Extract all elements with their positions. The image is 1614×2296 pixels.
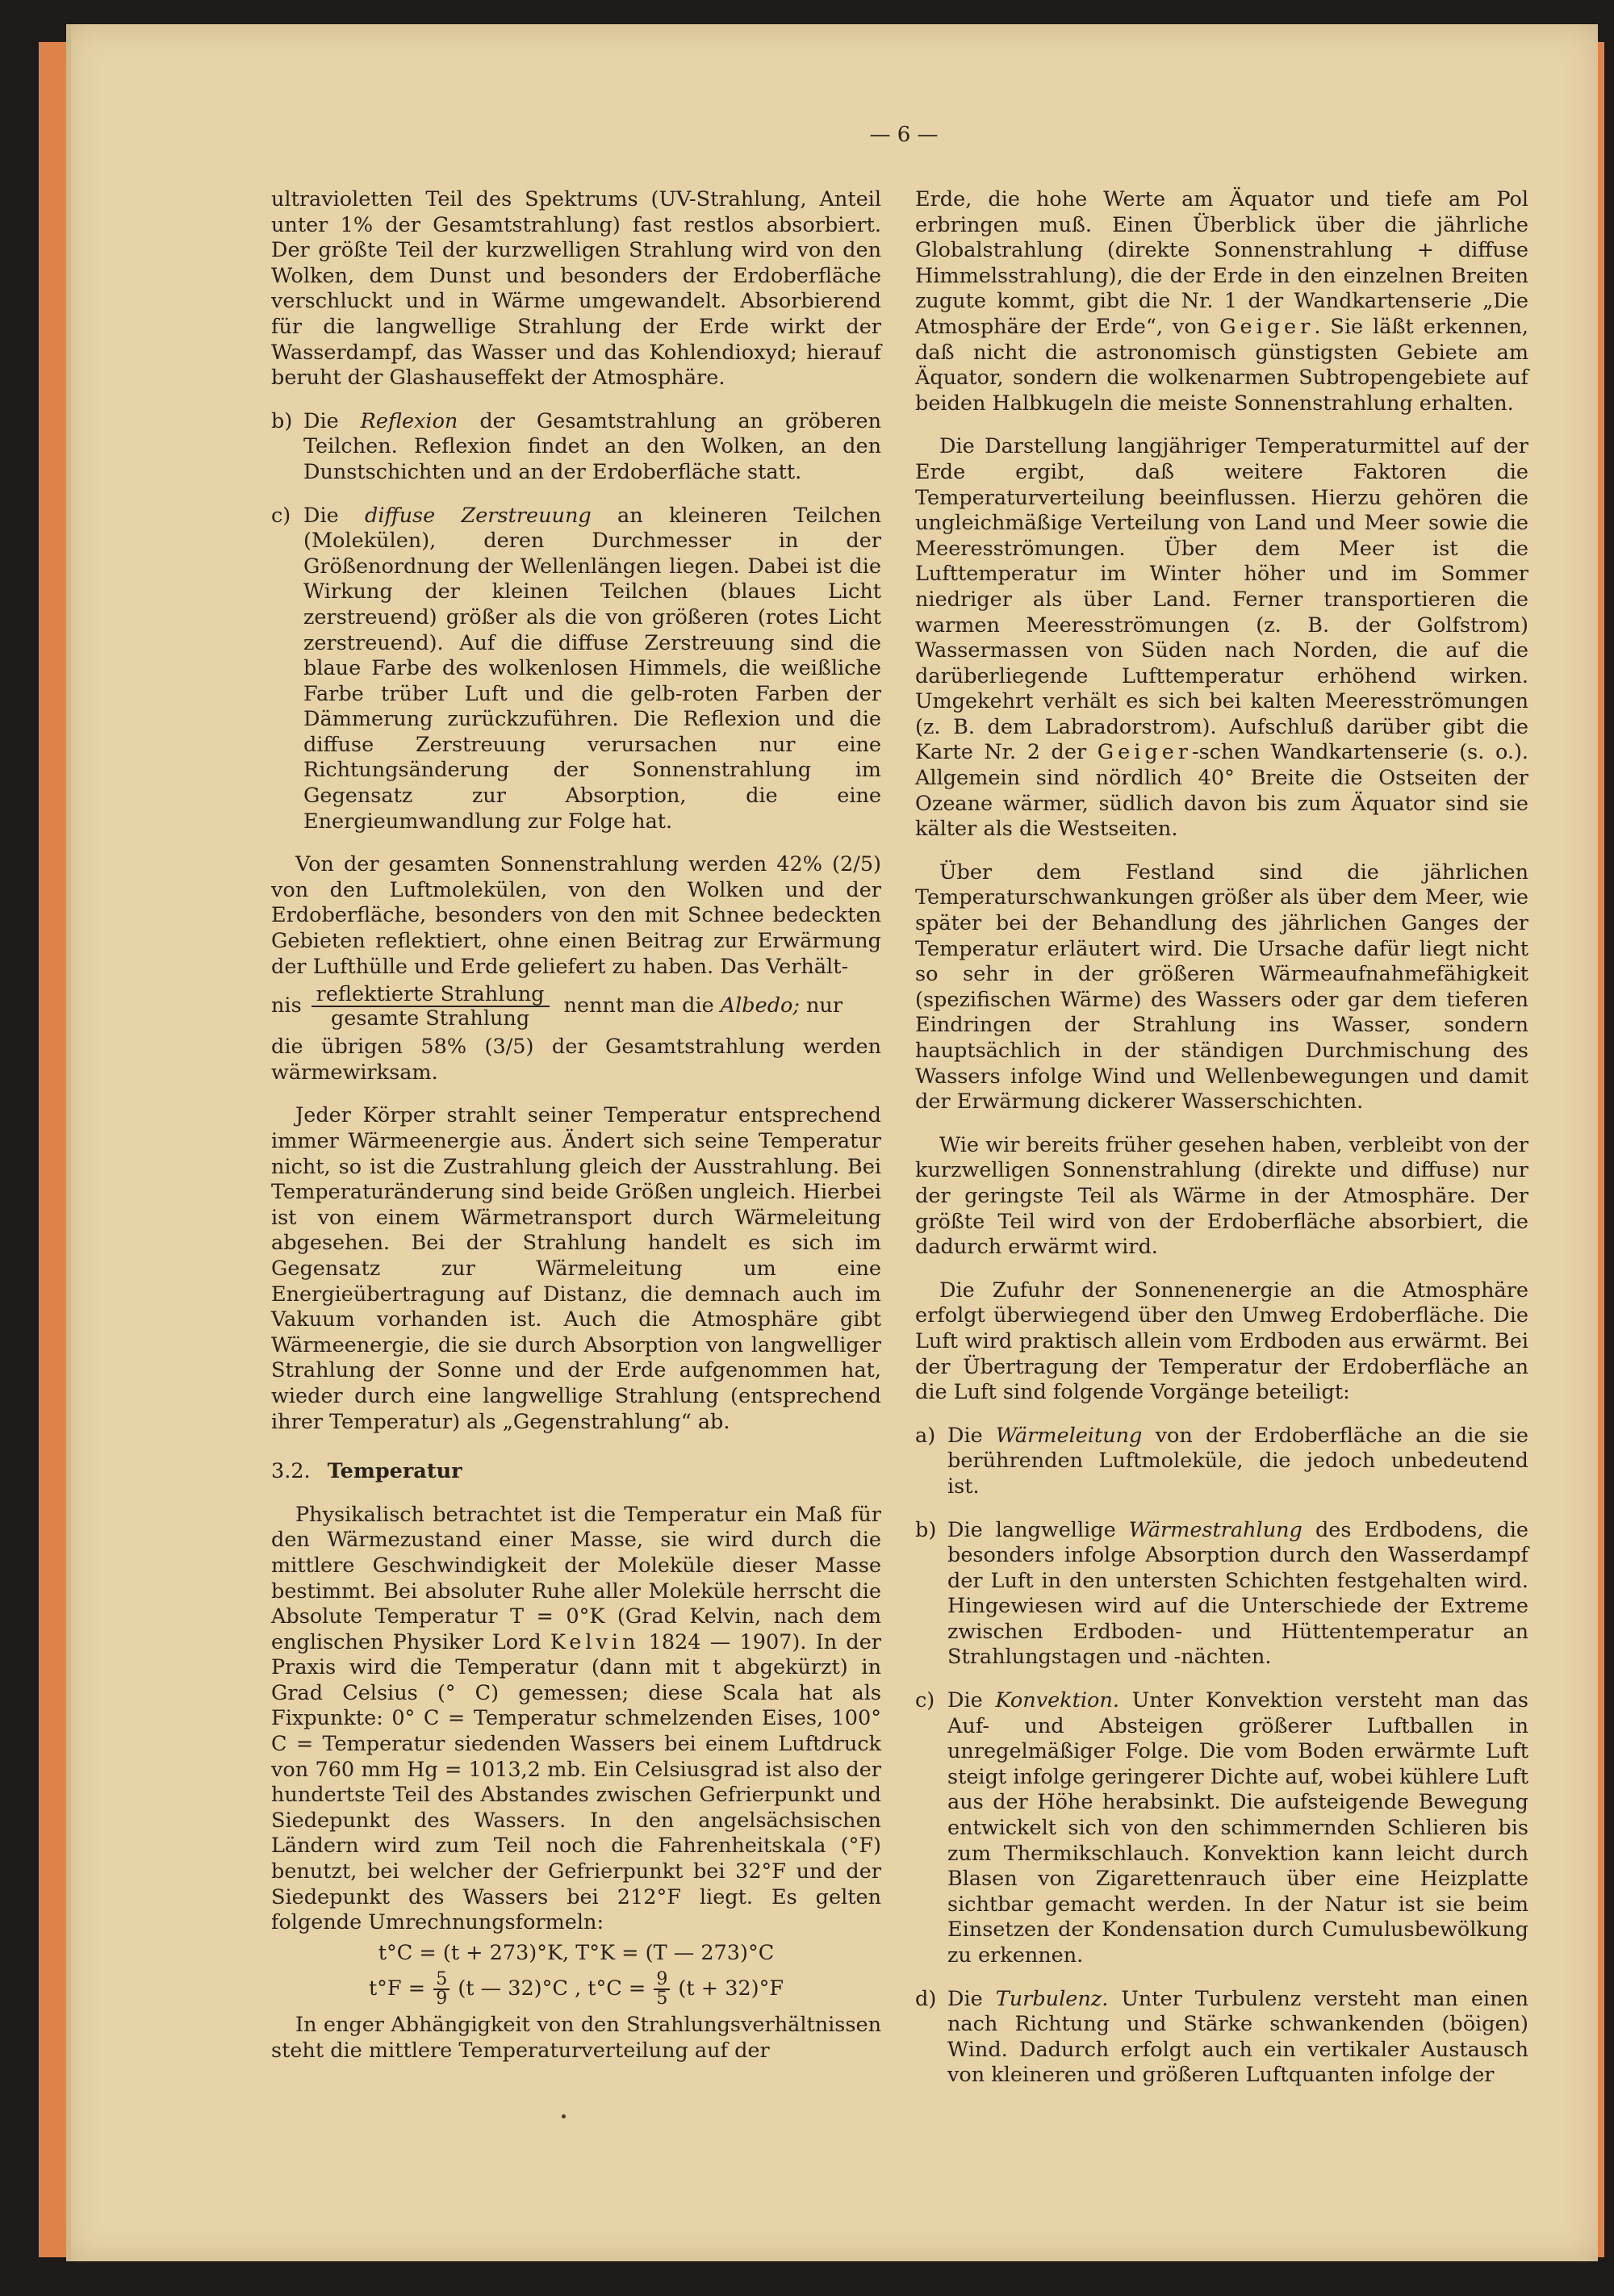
term-konvektion: Konvektion. <box>995 1688 1119 1713</box>
albedo-fraction <box>312 983 550 1030</box>
name-geiger: Geiger <box>1097 740 1192 765</box>
term-turbulenz: Turbulenz. <box>995 1986 1109 2011</box>
item-text: der Gesamtstrahlung an gröberen Teilchen. Reflexion findet an den Wolken, an den Dunstschichten und an der Erdoberfläche statt. <box>303 408 882 484</box>
term-diffuse-zerstreuung: diffuse Zerstreuung <box>365 503 592 528</box>
right-column <box>915 187 1528 2106</box>
list-item-diffuse-zerstreuung <box>271 504 881 835</box>
text-nur: nur <box>805 993 843 1018</box>
list-item-turbulenz <box>915 1987 1528 2089</box>
paragraph-radiation: Jeder Körper strahlt seiner Temperatur entsprechend immer Wärmeenergie aus. Ändert sich seine Temperatur nicht, so ist die Zustrahlung gleich der Ausstrahlung. Bei Temperaturänderung sind beide Größen ungleich. Hierbei ist von einem Wärmetransport durch Wärmeleitung abgesehen. Bei der Strahlung handelt es sich im Gegensatz zur Wärmeleitung um eine Energieübertragung auf Distanz, die demnach auch im Vakuum vorhanden ist. Auch die Atmosphäre gibt Wärmeenergie, die sie durch Absorption von langwelliger Strahlung der Sonne und der Erde aufgenommen hat, wieder durch eine langwellige Strahlung (entsprechend ihrer Temperatur) als „Gegenstrahlung“ ab. <box>271 1103 881 1434</box>
item-text: Unter Turbulenz versteht man einen nach Richtung und Stärke schwankenden (böigen) Wind. Dadurch erfolgt auch ein vertikaler Austausch von kleineren und größeren Luftquanten infolge der <box>947 1986 1529 2088</box>
formula-fahrenheit <box>271 1971 881 2008</box>
text-part: Physikalisch betrachtet ist die Temperatur ein Maß für den Wärmezustand einer Masse, sie wird durch die mittlere Geschwindigkeit der Moleküle dieser Masse bestimmt. Bei absoluter Ruhe aller Moleküle herrscht die Absolute Temperatur T = 0°K (Grad Kelvin, nach dem englischen Physiker Lord <box>271 1502 881 1654</box>
fraction-5-9 <box>433 1971 449 2008</box>
list-label: c) <box>271 503 291 528</box>
list-label: b) <box>271 408 293 433</box>
text-part: 1824 — 1907). In der Praxis wird die Temperatur (dann mit t abgekürzt) in Grad Celsius (° C) gemessen; diese Scala hat als Fixpunkte: 0° C = Temperatur schmelzenden Eises, 100° C = Temperatur siedenden Wassers bei einem Luftdruck von 760 mm Hg = 1013,2 mb. Ein Celsiusgrad ist also der hundertste Teil des Abstandes zwischen Gefrierpunkt und Siedepunkt des Wassers. In den angelsächsischen Ländern wird zum Teil noch die Fahrenheitskala (°F) benutzt, bei welcher der Gefrierpunkt bei 32°F und der Siedepunkt des Wassers bei 212°F liegt. Es gelten folgende Umrechnungsformeln: <box>271 1629 881 1935</box>
text-nis: nis <box>271 993 302 1018</box>
paragraph-albedo-end: die übrigen 58% (3/5) der Gesamtstrahlung werden wärmewirksam. <box>271 1035 881 1085</box>
list-label: a) <box>915 1423 936 1448</box>
section-title: Temperatur <box>327 1459 462 1484</box>
item-prefix: Die <box>947 1423 983 1448</box>
text-part: -schen Wandkartenserie (s. o.). Allgemein sind nördlich 40° Breite die Ostseiten der Ozeane wärmer, südlich davon bis zum Äquator sind sie kälter als die Westseiten. <box>915 740 1529 842</box>
formula-kelvin: t°C = (t + 273)°K, T°K = (T — 273)°C <box>378 1940 775 1965</box>
paragraph-energy-supply: Die Zufuhr der Sonnenenergie an die Atmosphäre erfolgt überwiegend über den Umweg Erdoberfläche. Die Luft wird praktisch allein vom Erdboden aus erwärmt. Bei der Übertragung der Temperatur der Erdoberfläche an die Luft sind folgende Vorgänge beteiligt: <box>915 1278 1528 1405</box>
term-waermeleitung: Wärmeleitung <box>995 1423 1143 1448</box>
item-prefix: Die <box>947 1986 983 2011</box>
paragraph-continuation: In enger Abhängigkeit von den Strahlungsverhältnissen steht die mittlere Temperaturverteilung auf der <box>271 2013 881 2063</box>
term-reflexion: Reflexion <box>360 408 458 433</box>
list-item-konvektion <box>915 1688 1528 1969</box>
formula-part: t°F = <box>368 1976 426 2001</box>
item-prefix: Die langwellige <box>947 1517 1116 1542</box>
fraction-denominator: gesamte Strahlung <box>330 1006 530 1031</box>
list-item-waermeleitung <box>915 1424 1528 1500</box>
term-albedo: Albedo; <box>720 993 800 1018</box>
list-label: d) <box>915 1986 937 2011</box>
paragraph-temperature-distribution <box>915 434 1528 843</box>
paragraph-albedo-start: Von der gesamten Sonnenstrahlung werden 42% (2/5) von den Luftmolekülen, von den Wolken und der Erdoberfläche, besonders von den mit Schnee bedeckten Gebieten reflektiert, ohne einen Beitrag zur Erwärmung der Lufthülle und Erde geliefert zu haben. Das Verhält- <box>271 852 881 979</box>
item-text: von der Erdoberfläche an die sie berührenden Luftmoleküle, die jedoch unbedeutend ist. <box>947 1423 1528 1499</box>
albedo-formula-line <box>271 983 881 1030</box>
formula-part: (t — 32)°C , t°C = <box>458 1976 646 2001</box>
paragraph-shortwave: Wie wir bereits früher gesehen haben, verbleibt von der kurzwelligen Sonnenstrahlung (direkte und diffuse) nur der geringste Teil als Wärme in der Atmosphäre. Der größte Teil wird von der Erdoberfläche absorbiert, die dadurch erwärmt wird. <box>915 1132 1528 1260</box>
section-number: 3.2. <box>271 1459 311 1484</box>
item-prefix: Die <box>303 503 339 528</box>
fraction-numerator: reflektierte Strahlung <box>312 983 550 1007</box>
fraction-denominator: 9 <box>436 1989 448 2010</box>
ink-speck <box>562 2114 566 2118</box>
item-prefix: Die <box>947 1688 983 1713</box>
term-waermestrahlung: Wärmestrahlung <box>1128 1517 1302 1542</box>
item-text: an kleineren Teilchen (Molekülen), deren Durchmesser in der Größenordnung der Wellenlängen liegen. Dabei ist die Wirkung der kleinen Teilchen (blaues Licht zerstreuend) größer als die von größeren (rotes Licht zerstreuend). Auf die diffuse Zerstreuung sind die blaue Farbe des wolkenlosen Himmels, die weißliche Farbe trüber Luft und die gelb-roten Farben der Dämmerung zurückzuführen. Die Reflexion und die diffuse Zerstreuung verursachen nur eine Richtungsänderung der Sonnenstrahlung im Gegensatz zur Absorption, die eine Energieumwandlung zur Folge hat. <box>303 503 882 834</box>
text-part: Die Darstellung langjähriger Temperaturmittel auf der Erde ergibt, daß weitere Faktoren die Temperaturverteilung beeinflussen. Hierzu gehören die ungleichmäßige Verteilung von Land und Meer sowie die Meeresströmungen. Über dem Meer ist die Lufttemperatur im Winter höher und im Sommer niedriger als über Land. Ferner transportieren die warmen Meeresströmungen (z. B. der Golfstrom) Wassermassen von Süden nach Norden, die auf die darüberliegende Lufttemperatur erhöhend wirken. Umgekehrt verhält es sich bei kalten Meeresströmungen (z. B. dem Labradorstrom). Aufschluß darüber gibt die Karte Nr. 2 der <box>915 434 1528 765</box>
fraction-denominator: 5 <box>656 1989 668 2010</box>
text-part: Erde, die hohe Werte am Äquator und tiefe am Pol erbringen muß. Einen Überblick über die jährliche Globalstrahlung (direkte Sonnenstrahlung + diffuse Himmelsstrahlung), die der Erde in den einzelnen Breiten zugute kommt, gibt die Nr. 1 der Wandkartenserie „Die Atmosphäre der Erde“, von <box>915 187 1528 339</box>
fraction-numerator: 9 <box>654 1971 670 1990</box>
formula-part: (t + 32)°F <box>678 1976 784 2001</box>
name-kelvin: Kelvin <box>550 1629 640 1654</box>
item-prefix: Die <box>303 408 339 433</box>
page-number: — 6 — <box>869 123 939 147</box>
paragraph-temperature <box>271 1503 881 1936</box>
page-fold-edge <box>66 24 71 2261</box>
list-label: c) <box>915 1688 935 1713</box>
list-item-reflexion <box>271 409 881 486</box>
paragraph-land-sea: Über dem Festland sind die jährlichen Temperaturschwankungen größer als über dem Meer, wie später bei der Behandlung des jährlichen Ganges der Temperatur erläutert wird. Die Ursache dafür liegt nicht so sehr in der größeren Wärmeaufnahmefähigkeit (spezifischen Wärme) des Wassers oder gar dem tieferen Eindringen der Strahlung ins Wasser, sondern hauptsächlich in der ständigen Durchmischung des Wassers infolge Wind und Wellenbewegungen und damit der Erwärmung dickerer Wasserschichten. <box>915 859 1528 1115</box>
section-heading <box>271 1459 881 1485</box>
left-column <box>271 187 881 2082</box>
list-item-waermestrahlung <box>915 1518 1528 1671</box>
paragraph-global-radiation <box>915 187 1528 416</box>
fraction-numerator: 5 <box>433 1971 449 1990</box>
paragraph-albedo <box>271 852 881 1085</box>
item-text: des Erdbodens, die besonders infolge Absorption durch den Wasserdampf der Luft in den untersten Schichten festgehalten wird. Hingewiesen wird auf die Unterschiede der Extreme zwischen Erdboden- und Hüttentemperatur an Strahlungstagen und -nächten. <box>947 1517 1529 1670</box>
name-geiger: Geiger <box>1219 314 1315 339</box>
text-nennt: nennt man die <box>563 993 714 1018</box>
text-part: . Sie läßt erkennen, daß nicht die astronomisch günstigsten Gebiete am Äquator, sondern die wolkenarmen Subtropengebiete auf beiden Halbkugeln die meiste Sonnenstrahlung erhalten. <box>915 314 1529 416</box>
item-text: Unter Konvektion versteht man das Auf- und Absteigen größerer Luftballen in unregelmäßiger Folge. Die vom Boden erwärmte Luft steigt infolge geringerer Dichte auf, wobei kühlere Luft aus der Höhe herabsinkt. Die aufsteigende Bewegung entwickelt sich von den schimmernden Schlieren bis zum Thermikschlauch. Konvektion kann leicht durch Blasen von Zigarettenrauch über eine Heizplatte sichtbar gemacht werden. In der Natur ist sie beim Einsetzen der Kondensation durch Cumulusbewölkung zu erkennen. <box>947 1688 1529 1968</box>
fraction-9-5 <box>654 1971 670 2008</box>
paragraph-uv-absorption: ultravioletten Teil des Spektrums (UV-Strahlung, Anteil unter 1% der Gesamtstrahlung) fast restlos absorbiert. Der größte Teil der kurzwelligen Strahlung wird von den Wolken, dem Dunst und besonders der Erdoberfläche verschluckt und in Wärme umgewandelt. Absorbierend für die langwellige Strahlung der Erde wirkt der Wasserdampf, das Wasser und das Kohlendioxyd; hierauf beruht der Glashauseffekt der Atmosphäre. <box>271 187 881 391</box>
list-label: b) <box>915 1517 937 1542</box>
